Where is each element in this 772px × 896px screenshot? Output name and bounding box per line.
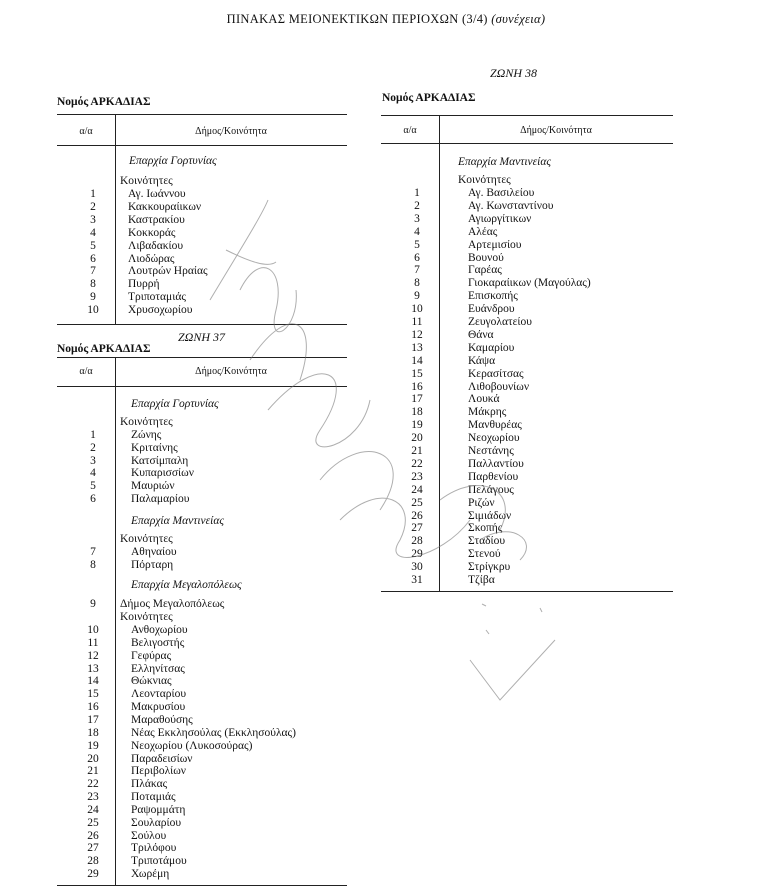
- zone37-megalopoli-row-number: 23: [87, 791, 99, 804]
- zone37-megalopoli-row-name: Ποταμιάς: [131, 791, 176, 804]
- zone37-mantineia-koinotites: Κοινότητες: [120, 533, 173, 545]
- right-row-number: 7: [414, 264, 420, 277]
- left-top-rule-bottom: [57, 324, 347, 325]
- left-top-col-divider: [115, 115, 116, 324]
- zone37-gortynia-row-number: 4: [90, 467, 96, 480]
- left-top-eparchia: Επαρχία Γορτυνίας: [129, 155, 217, 167]
- right-row-name: Μάκρης: [468, 406, 507, 419]
- zone37-megalopoli-row-number: 17: [87, 713, 99, 726]
- right-row-name: Στρίγκρυ: [468, 561, 511, 574]
- zone37-col-num: α/α: [79, 366, 93, 377]
- left-top-row-name: Αγ. Ιωάννου: [128, 188, 186, 200]
- right-row-name: Τζίβα: [468, 574, 495, 586]
- right-row-name: Αγ. Βασιλείου: [468, 187, 535, 199]
- right-row-number: 18: [411, 406, 423, 419]
- right-row-number: 12: [411, 328, 423, 341]
- right-row-number: 2: [414, 199, 420, 212]
- right-row-name: Λουκά: [468, 393, 500, 406]
- right-row-number: 22: [411, 457, 423, 470]
- zone37-mantineia-row-name: Αθηναίου: [131, 546, 177, 558]
- right-row-name: Σταδίου: [468, 535, 506, 548]
- right-row-number: 21: [411, 445, 423, 457]
- right-row-name: Γιοκαραίικων (Μαγούλας): [468, 277, 591, 290]
- page-title: [0, 12, 772, 27]
- left-top-row-name: Πυρρή: [128, 278, 160, 291]
- zone37-gortynia-row-number: 5: [90, 480, 96, 493]
- zone37-megalopoli-row-name: Ραψομμάτη: [131, 803, 186, 816]
- zone37-megalopoli-row-number: 26: [87, 829, 99, 842]
- zone37-megalopoli-row-name: Τριλόφου: [131, 842, 177, 855]
- right-row-name: Μανθυρέας: [468, 419, 522, 432]
- right-row-number: 10: [411, 303, 423, 316]
- right-col-num: α/α: [403, 125, 417, 136]
- right-row-name: Γαρέας: [468, 264, 502, 277]
- zone37-megalopoli-row-number: 11: [87, 636, 99, 649]
- right-nomos: Νομός ΑΡΚΑΔΙΑΣ: [382, 92, 476, 104]
- zone37-gortynia-row-name: Κριταίνης: [131, 441, 178, 454]
- right-koinotites: Κοινότητες: [458, 174, 511, 186]
- zone37-megalopoli-row-name: Γεφύρας: [131, 649, 172, 662]
- zone37-rule-head: [57, 386, 347, 387]
- left-top-row-name: Λιοδώρας: [128, 252, 175, 265]
- zone37-megalopoli-row-name: Παραδεισίων: [131, 752, 193, 765]
- right-row-number: 13: [411, 341, 423, 354]
- left-top-row-name: Χρυσοχωρίου: [128, 304, 193, 317]
- zone37-mantineia-row-number: 7: [90, 546, 96, 558]
- zone37-gortynia-row-number: 1: [90, 429, 96, 441]
- zone37-megalopoli-eparchia: Επαρχία Μεγαλοπόλεως: [131, 579, 242, 591]
- right-row-number: 4: [414, 225, 420, 238]
- zone37-megalopoli-koinotites: Κοινότητες: [120, 611, 173, 623]
- page-title-continuation: (συνέχεια): [491, 12, 546, 26]
- right-row-number: 29: [411, 548, 423, 561]
- zone37-megalopoli-row-name: Μακρυσίου: [131, 701, 186, 714]
- right-row-name: Θάνα: [468, 328, 494, 341]
- zone37-mantineia-row-name: Πόρταρη: [131, 558, 174, 571]
- left-top-row-name: Λιβαδακίου: [128, 239, 184, 252]
- zone37-nomos: Νομός ΑΡΚΑΔΙΑΣ: [57, 343, 151, 355]
- zone37-megalopoli-row-name: Ανθοχωρίου: [131, 624, 188, 636]
- zone37-megalopoli-row-number: 14: [87, 675, 99, 688]
- right-row-name: Νεοχωρίου: [468, 432, 520, 445]
- zone37-megalopoli-row-number: 19: [87, 739, 99, 752]
- zone37-megalopoli-row-name: Πλάκας: [131, 778, 168, 791]
- zone37-mantineia-eparchia: Επαρχία Μαντινείας: [131, 515, 225, 527]
- zone37-megalopoli-row-number: 27: [87, 842, 99, 855]
- right-row-name: Κερασίτσας: [468, 367, 524, 380]
- right-row-number: 9: [414, 290, 420, 303]
- right-row-name: Ριζών: [468, 496, 495, 509]
- zone37-megalopoli-row-name: Μαραθούσης: [131, 713, 193, 726]
- right-row-number: 8: [414, 277, 420, 290]
- zone37-megalopoli-row-name: Βελιγοστής: [131, 636, 185, 649]
- right-row-number: 20: [411, 432, 423, 445]
- right-rule-bottom: [381, 591, 673, 592]
- right-row-name: Αγιωργίτικων: [468, 212, 532, 225]
- right-row-name: Ευάνδρου: [468, 303, 515, 316]
- right-row-number: 14: [411, 354, 423, 367]
- right-row-name: Αρτεμισίου: [468, 238, 522, 251]
- zone37-megalopoli-row-name: Τριποτάμου: [131, 855, 187, 868]
- zone37-gortynia-row-name: Ζώνης: [131, 429, 162, 441]
- zone37-megalopoli-row-name: Περιβολίων: [131, 765, 187, 778]
- zone37-gortynia-row-number: 2: [90, 441, 96, 454]
- zone37-megalopoli-row-name: Νέας Εκκλησούλας (Εκκλησούλας): [131, 726, 296, 739]
- right-row-name: Παλλαντίου: [468, 457, 524, 470]
- right-row-name: Σκοπής: [468, 522, 503, 535]
- zone37-megalopoli-row-number: 25: [87, 816, 99, 829]
- zone37-col-name: Δήμος/Κοινότητα: [195, 366, 267, 377]
- left-top-koinotites: Κοινότητες: [120, 175, 173, 187]
- right-row-name: Πελάγους: [468, 483, 514, 496]
- right-row-number: 6: [414, 251, 420, 264]
- right-row-name: Βουνού: [468, 251, 504, 264]
- left-top-row-name: Κοκκοράς: [128, 226, 176, 239]
- right-row-number: 25: [411, 496, 423, 509]
- zone37-megalopoli-row-name: Χωρέμη: [131, 868, 170, 881]
- left-top-row-number: 5: [90, 239, 96, 252]
- right-row-name: Παρθενίου: [468, 470, 519, 483]
- zone37-megalopoli-row-name: Λεονταρίου: [131, 688, 187, 701]
- right-row-name: Καμαρίου: [468, 341, 515, 354]
- zone37-dimos-num: 9: [90, 598, 96, 610]
- right-row-name: Στενού: [468, 548, 501, 561]
- right-row-name: Αλέας: [468, 225, 498, 238]
- right-row-number: 24: [411, 483, 423, 496]
- right-col-name: Δήμος/Κοινότητα: [520, 125, 592, 136]
- zone37-megalopoli-row-name: Ελληνίτσας: [131, 662, 185, 675]
- right-row-name: Νεστάνης: [468, 445, 514, 457]
- right-rule-top: [381, 115, 673, 116]
- zone37-dimos-name: Δήμος Μεγαλοπόλεως: [120, 598, 225, 610]
- left-top-row-number: 3: [90, 213, 96, 226]
- left-top-row-name: Τριποταμιάς: [128, 291, 186, 304]
- zone37-gortynia-eparchia: Επαρχία Γορτυνίας: [131, 398, 219, 410]
- right-row-number: 3: [414, 212, 420, 225]
- zone37-rule-top: [57, 357, 347, 358]
- zone37-gortynia-row-name: Παλαμαρίου: [131, 493, 190, 505]
- zone37-gortynia-row-name: Κυπαρισσίων: [131, 467, 194, 480]
- zone37-gortynia-row-number: 3: [90, 454, 96, 467]
- left-top-row-number: 2: [90, 200, 96, 213]
- right-row-number: 26: [411, 509, 423, 522]
- left-top-rule-head: [57, 145, 347, 146]
- left-top-row-number: 7: [90, 265, 96, 278]
- left-top-nomos: Νομός ΑΡΚΑΔΙΑΣ: [57, 96, 151, 108]
- right-row-number: 16: [411, 380, 423, 393]
- left-top-col-num: α/α: [79, 126, 93, 137]
- zone-37-label: ΖΩΝΗ 37: [178, 330, 226, 344]
- zone37-megalopoli-row-number: 20: [87, 752, 99, 765]
- right-row-number: 27: [411, 522, 423, 535]
- right-row-number: 11: [411, 316, 423, 328]
- zone37-megalopoli-row-name: Σούλου: [131, 829, 167, 842]
- zone37-megalopoli-row-number: 28: [87, 855, 99, 868]
- zone37-megalopoli-row-number: 21: [87, 765, 99, 778]
- right-row-number: 5: [414, 238, 420, 251]
- left-top-row-name: Λουτρών Ηραίας: [128, 265, 208, 278]
- left-top-row-name: Κακκουραίικων: [128, 200, 202, 213]
- right-row-number: 19: [411, 419, 423, 432]
- right-row-number: 17: [411, 393, 423, 406]
- zone37-gortynia-row-name: Κατσίμπαλη: [131, 454, 189, 467]
- zone37-megalopoli-row-number: 13: [87, 662, 99, 675]
- left-top-row-number: 1: [90, 188, 96, 200]
- left-top-row-number: 4: [90, 226, 96, 239]
- zone37-mantineia-row-number: 8: [90, 558, 96, 571]
- right-row-name: Σιμιάδων: [468, 509, 512, 522]
- right-row-name: Αγ. Κωνσταντίνου: [468, 199, 554, 212]
- left-top-rule-top: [57, 114, 347, 115]
- right-rule-head: [381, 143, 673, 144]
- right-col-divider: [439, 116, 440, 591]
- right-row-number: 15: [411, 367, 423, 380]
- page-title-main: ΠΙΝΑΚΑΣ ΜΕΙΟΝΕΚΤΙΚΩΝ ΠΕΡΙΟΧΩΝ (3/4): [226, 12, 488, 26]
- right-row-number: 1: [414, 187, 420, 199]
- right-row-name: Επισκοπής: [468, 290, 518, 303]
- right-row-number: 28: [411, 535, 423, 548]
- right-row-number: 30: [411, 561, 423, 574]
- zone37-megalopoli-row-number: 29: [87, 868, 99, 881]
- right-eparchia: Επαρχία Μαντινείας: [458, 156, 552, 168]
- zone37-megalopoli-row-number: 24: [87, 803, 99, 816]
- zone37-gortynia-row-name: Μαυριών: [131, 480, 175, 493]
- right-row-number: 31: [411, 574, 423, 586]
- zone-38-label: ΖΩΝΗ 38: [490, 66, 538, 80]
- zone37-megalopoli-row-name: Σουλαρίου: [131, 816, 182, 829]
- zone37-megalopoli-row-number: 22: [87, 778, 99, 791]
- zone37-col-divider: [115, 358, 116, 886]
- left-top-row-number: 6: [90, 252, 96, 265]
- zone37-megalopoli-row-number: 16: [87, 701, 99, 714]
- zone37-megalopoli-row-number: 15: [87, 688, 99, 701]
- right-row-name: Κάψα: [468, 354, 496, 367]
- right-row-name: Ζευγολατείου: [468, 316, 532, 328]
- left-top-row-number: 9: [90, 291, 96, 304]
- left-top-col-name: Δήμος/Κοινότητα: [195, 126, 267, 137]
- zone37-megalopoli-row-number: 18: [87, 726, 99, 739]
- left-top-row-name: Καστρακίου: [128, 213, 185, 226]
- zone37-gortynia-row-number: 6: [90, 493, 96, 505]
- right-row-number: 23: [411, 470, 423, 483]
- zone37-megalopoli-row-number: 10: [87, 624, 99, 636]
- zone37-gortynia-koinotites: Κοινότητες: [120, 416, 173, 428]
- zone37-megalopoli-row-name: Νεοχωρίου (Λυκοσούρας): [131, 739, 253, 752]
- left-top-row-number: 8: [90, 278, 96, 291]
- zone37-rule-bottom: [57, 885, 347, 886]
- zone37-megalopoli-row-name: Θώκνιας: [131, 675, 172, 688]
- zone37-megalopoli-row-number: 12: [87, 649, 99, 662]
- right-row-name: Λιθοβουνίων: [468, 380, 530, 393]
- left-top-row-number: 10: [87, 304, 99, 317]
